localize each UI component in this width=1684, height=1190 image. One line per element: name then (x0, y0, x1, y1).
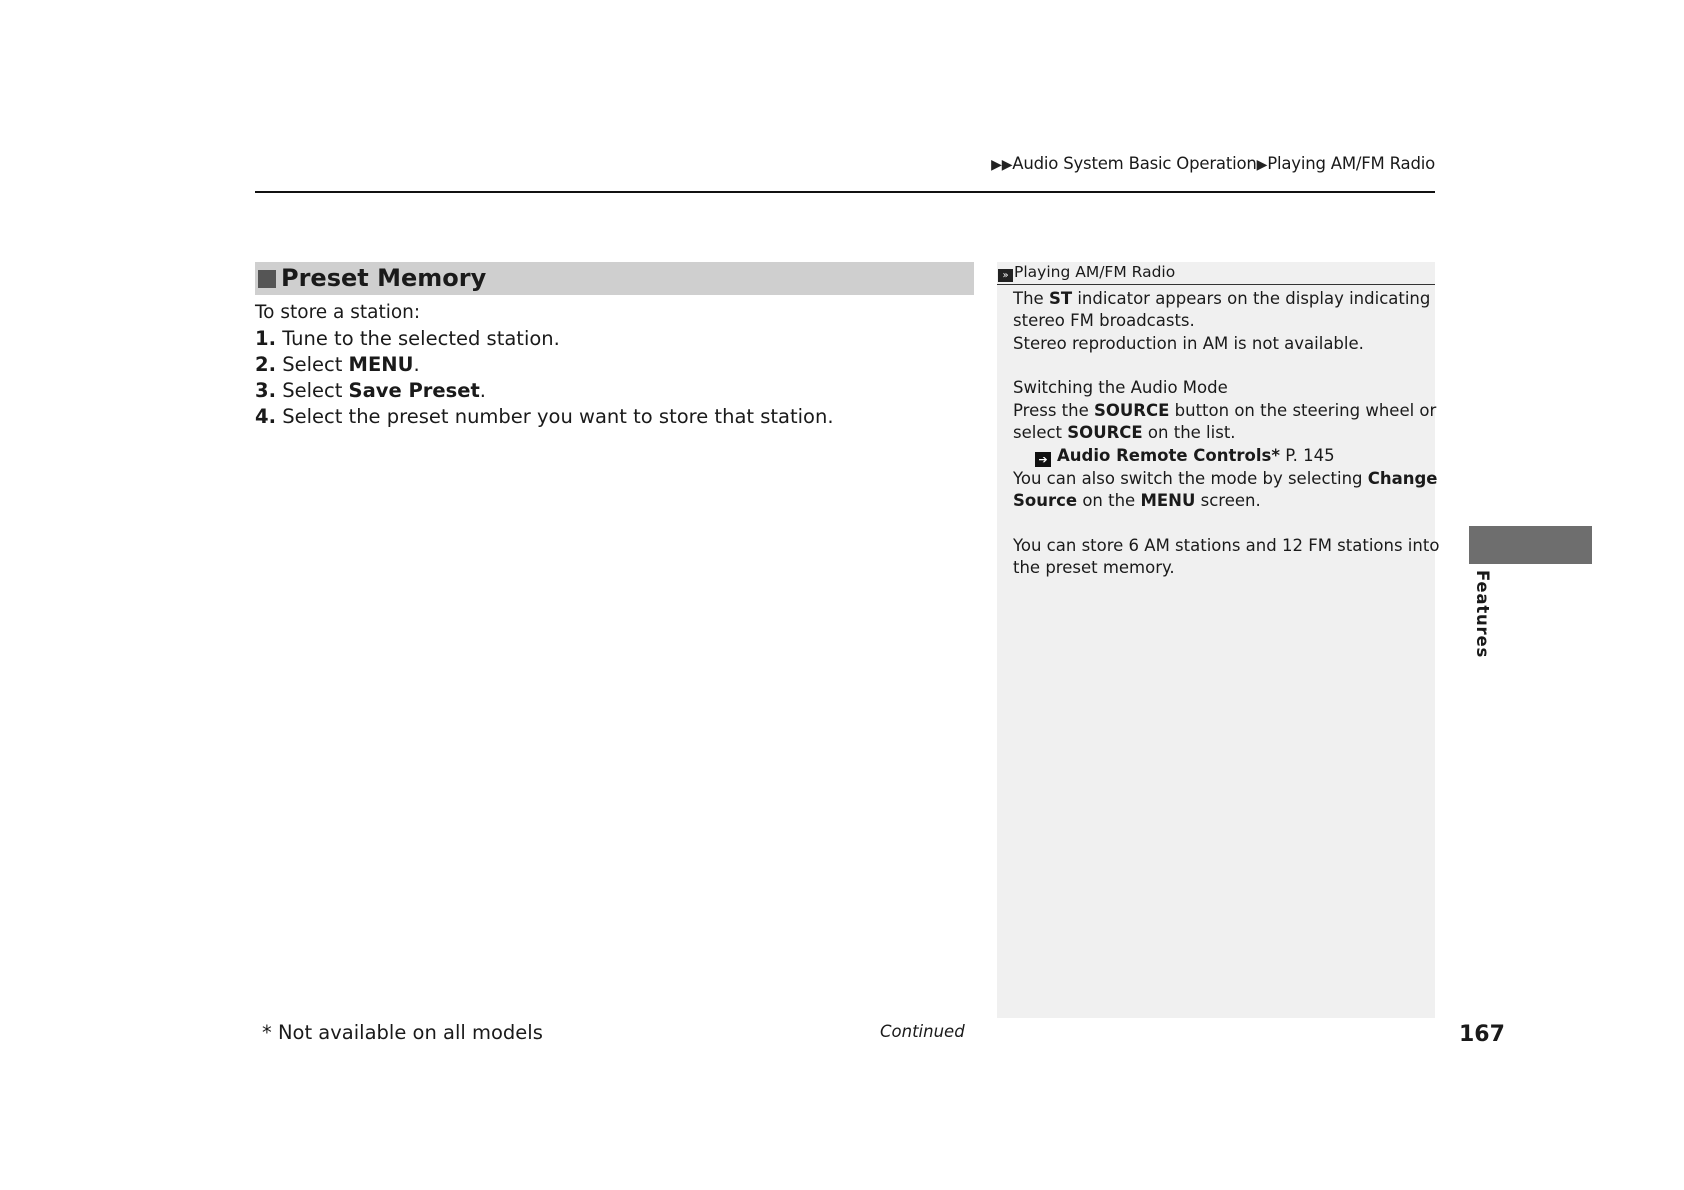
step-text-end: . (479, 379, 486, 402)
footnote: * Not available on all models (262, 1021, 543, 1044)
cross-reference-arrow-icon: ➔ (1035, 452, 1051, 467)
step-text: Select (282, 379, 349, 402)
step-item (255, 353, 420, 376)
breadcrumb-arrow-icon: ▶ (991, 157, 1002, 173)
xref-asterisk: * (1271, 446, 1280, 465)
panel-line: Stereo reproduction in AM is not available. (1013, 334, 1364, 353)
panel-line: You can store 6 AM stations and 12 FM stations into (1013, 536, 1440, 555)
step-text: Select (282, 353, 349, 376)
section-square-icon (258, 270, 276, 288)
xref-label[interactable]: Audio Remote Controls (1057, 446, 1272, 465)
step-number: 1. (255, 327, 276, 350)
panel-line (1013, 401, 1436, 421)
step-text: Select the preset number you want to store that station. (282, 405, 834, 428)
intro-text: To store a station: (255, 302, 421, 323)
page-number: 167 (1459, 1022, 1505, 1047)
step-number: 3. (255, 379, 276, 402)
side-panel-header (997, 262, 1435, 285)
breadcrumb-parent[interactable]: Audio System Basic Operation (1012, 154, 1257, 173)
panel-text: on the list. (1142, 423, 1236, 442)
panel-line: the preset memory. (1013, 558, 1175, 577)
panel-line (1013, 423, 1236, 443)
step-number: 2. (255, 353, 276, 376)
step-text-end: . (413, 353, 420, 376)
panel-line (1013, 469, 1438, 489)
section-heading-bar (255, 262, 974, 295)
step-text: Tune to the selected station. (282, 327, 560, 350)
step-number: 4. (255, 405, 276, 428)
panel-bold-term: Source (1013, 491, 1078, 510)
panel-text: You can also switch the mode by selecting (1013, 469, 1368, 488)
panel-bold-term: MENU (1140, 491, 1196, 510)
panel-line (1013, 491, 1261, 511)
step-item (255, 327, 560, 350)
step-item (255, 405, 834, 428)
panel-text: button on the steering wheel or (1169, 401, 1437, 420)
panel-text: screen. (1195, 491, 1261, 510)
continued-label: Continued (880, 1022, 965, 1041)
cross-reference-link[interactable] (1035, 446, 1335, 467)
breadcrumb-current[interactable]: Playing AM/FM Radio (1267, 154, 1435, 173)
xref-page: P. 145 (1279, 446, 1335, 465)
panel-bold-term: ST (1048, 289, 1073, 308)
breadcrumb (900, 154, 1435, 176)
double-arrow-icon: » (998, 269, 1013, 282)
chapter-tab-label: Features (1473, 570, 1492, 659)
header-divider (255, 191, 1435, 193)
panel-text: select (1013, 423, 1068, 442)
panel-bold-term: SOURCE (1067, 423, 1143, 442)
side-panel-title: Playing AM/FM Radio (1014, 263, 1176, 281)
panel-bold-term: SOURCE (1094, 401, 1170, 420)
side-note-panel (997, 262, 1440, 1018)
breadcrumb-arrow-icon: ▶ (1001, 157, 1013, 173)
step-bold-term: Save Preset (348, 379, 480, 402)
panel-subtitle: Switching the Audio Mode (1013, 378, 1228, 397)
step-item (255, 379, 486, 402)
chapter-tab[interactable] (1469, 526, 1592, 564)
panel-text: on the (1077, 491, 1141, 510)
panel-bold-term: Change (1367, 469, 1438, 488)
section-title: Preset Memory (281, 264, 487, 292)
panel-line (1013, 289, 1430, 309)
panel-text: Press the (1013, 401, 1094, 420)
panel-text: indicator appears on the display indicating (1072, 289, 1431, 308)
panel-text: The (1013, 289, 1049, 308)
breadcrumb-arrow-icon: ▶ (1256, 157, 1268, 173)
panel-line: stereo FM broadcasts. (1013, 311, 1195, 330)
step-bold-term: MENU (348, 353, 414, 376)
